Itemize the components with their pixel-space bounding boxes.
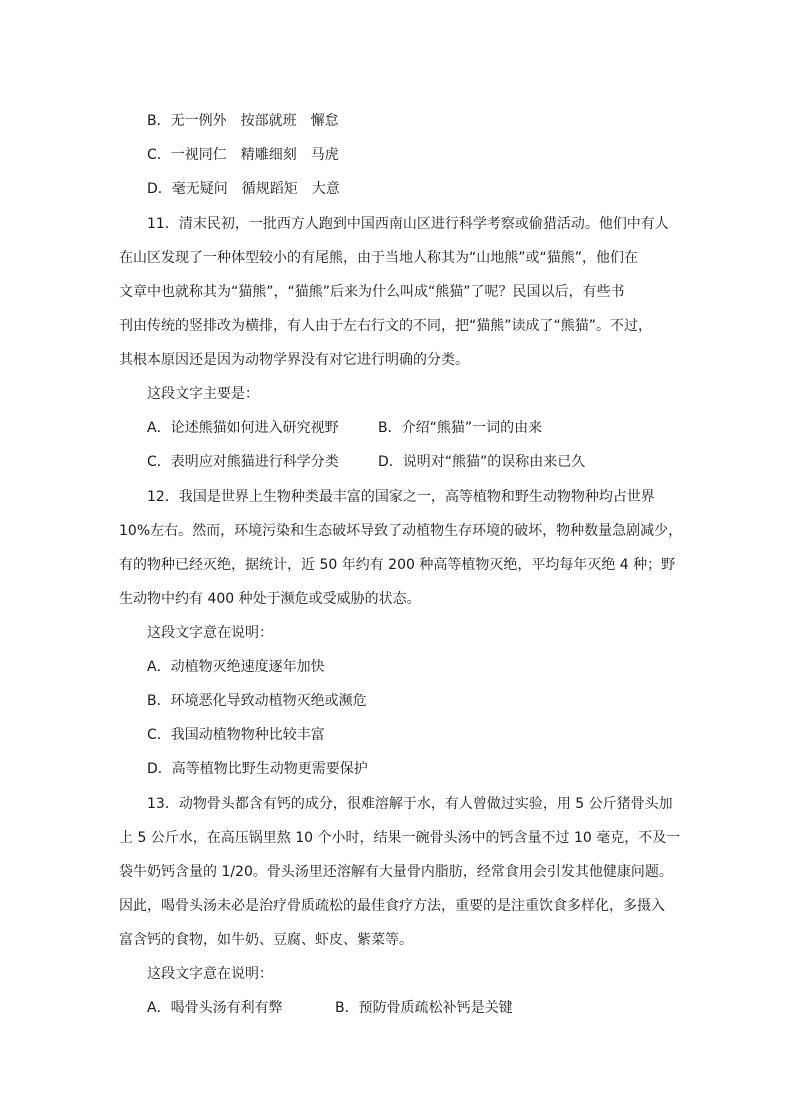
- q13-line-1: 13．动物骨头都含有钙的成分，很难溶解于水，有人曾做过实验，用 5 公斤猪骨头加: [147, 796, 673, 812]
- q13-prompt: 这段文字意在说明：: [147, 966, 273, 982]
- q11-prompt: 这段文字主要是：: [147, 386, 259, 402]
- q13-line-2: 上 5 公斤水，在高压锅里熬 10 个小时，结果一碗骨头汤中的钙含量不过 10 毫克，不及一: [119, 830, 681, 846]
- q11-option-b: B．介绍“熊猫”一词的由来: [378, 420, 543, 436]
- q12-prompt: 这段文字意在说明：: [147, 625, 273, 641]
- q12-line-4: 生动物中约有 400 种处于濒危或受威胁的状态。: [119, 591, 421, 607]
- q11-line-5: 其根本原因还是因为动物学界没有对它进行明确的分类。: [119, 352, 469, 368]
- q11-line-3: 文章中也就称其为“猫熊”，“猫熊”后来为什么叫成“熊猫”了呢？民国以后，有些书: [119, 284, 625, 300]
- q10-option-c: C．一视同仁 精雕细刻 马虎: [147, 147, 339, 163]
- q13-line-4: 因此，喝骨头汤未必是治疗骨质疏松的最佳食疗方法，重要的是注重饮食多样化，多摄入: [119, 898, 665, 914]
- q12-line-3: 有的物种已经灭绝，据统计，近 50 年约有 200 种高等植物灭绝，平均每年灭绝 4 种；野: [119, 557, 676, 573]
- q13-option-a: A．喝骨头汤有利有弊: [147, 1000, 283, 1016]
- q11-option-a: A．论述熊猫如何进入研究视野: [147, 420, 339, 436]
- q12-option-d: D．高等植物比野生动物更需要保护: [147, 761, 368, 777]
- q12-option-c: C．我国动植物物种比较丰富: [147, 727, 325, 743]
- q10-option-b: B．无一例外 按部就班 懈怠: [147, 113, 339, 129]
- q13-line-3: 袋牛奶钙含量的 1/20。骨头汤里还溶解有大量骨内脂肪，经常食用会引发其他健康问题。: [119, 864, 673, 880]
- q11-option-c: C．表明应对熊猫进行科学分类: [147, 454, 339, 470]
- q12-line-2: 10%左右。然而，环境污染和生态破坏导致了动植物生存环境的破坏，物种数量急剧减少，: [119, 523, 683, 539]
- q13-option-b: B．预防骨质疏松补钙是关键: [335, 1000, 513, 1016]
- q12-option-a: A．动植物灭绝速度逐年加快: [147, 659, 325, 675]
- q10-option-d: D．毫无疑问 循规蹈矩 大意: [147, 181, 340, 197]
- q11-line-2: 在山区发现了一种体型较小的有尾熊，由于当地人称其为“山地熊”或“猫熊”，他们在: [119, 250, 639, 266]
- q11-line-1: 11．清末民初，一批西方人跑到中国西南山区进行科学考察或偷猎活动。他们中有人: [147, 216, 669, 232]
- q11-line-4: 刊由传统的竖排改为横排，有人由于左右行文的不同，把“猫熊”读成了“熊猫”。不过，: [119, 318, 653, 334]
- q12-line-1: 12．我国是世界上生物种类最丰富的国家之一，高等植物和野生动物物种均占世界: [147, 489, 655, 505]
- q13-line-5: 富含钙的食物，如牛奶、豆腐、虾皮、紫菜等。: [119, 932, 413, 948]
- q11-option-d: D．说明对“熊猫”的误称由来已久: [378, 454, 586, 470]
- q12-option-b: B．环境恶化导致动植物灭绝或濒危: [147, 693, 367, 709]
